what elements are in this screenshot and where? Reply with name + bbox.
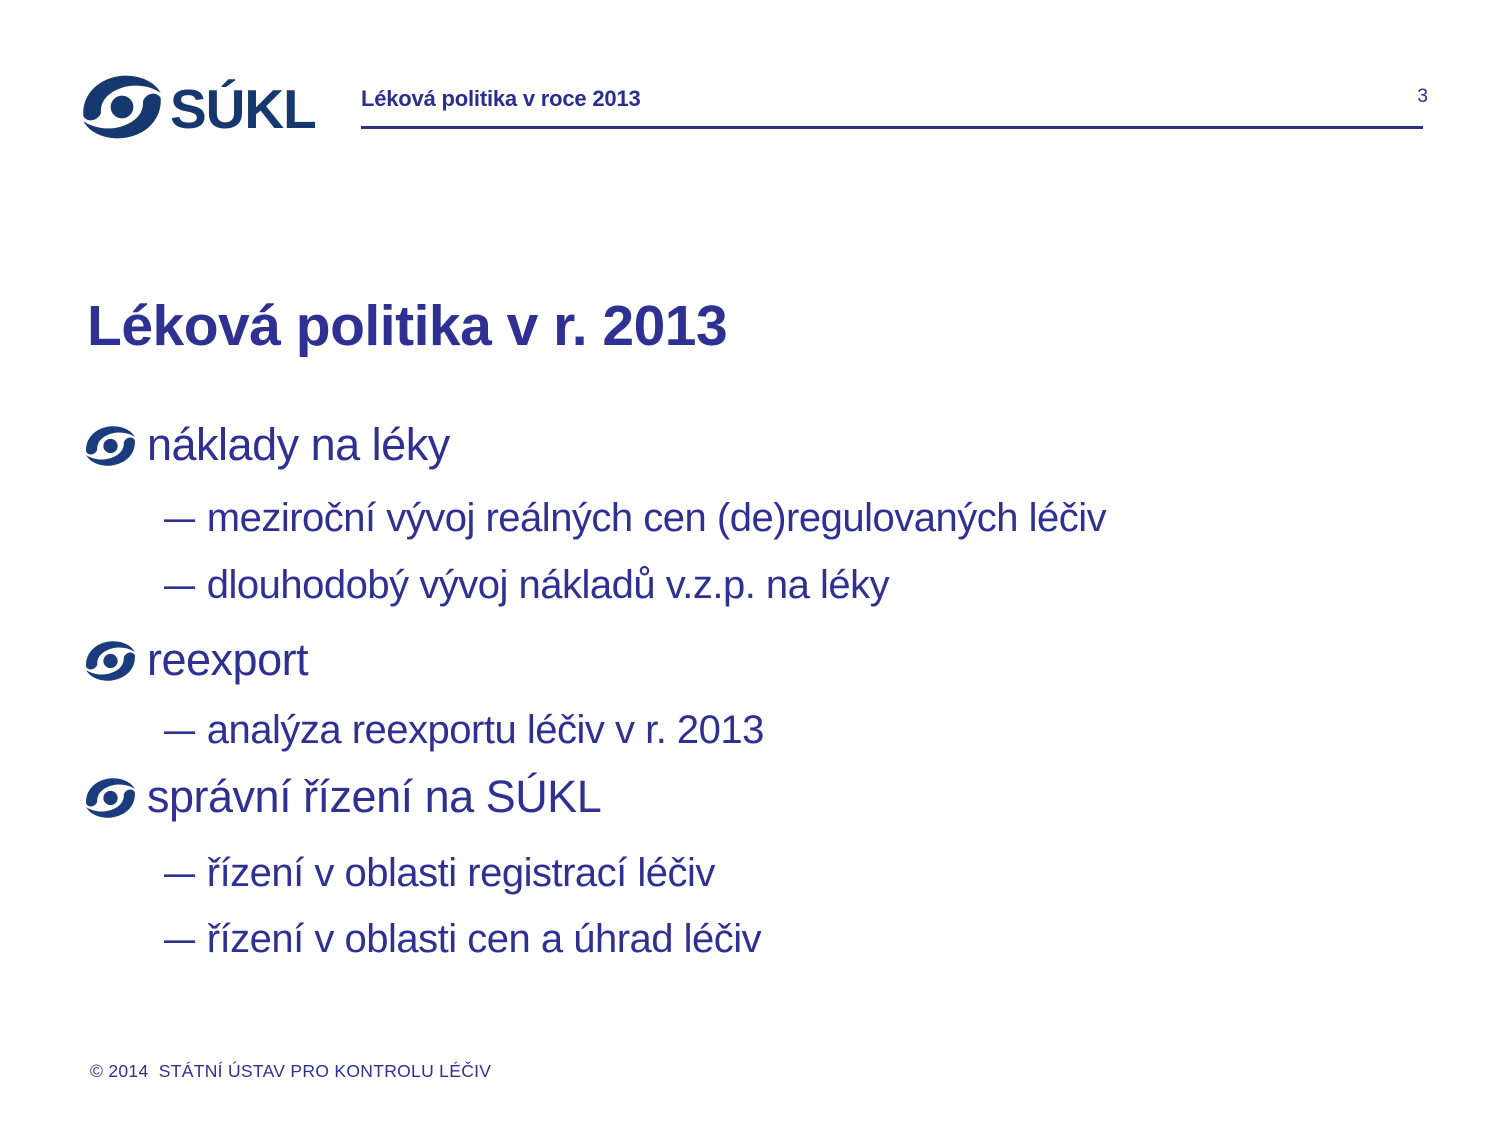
bullet-label: náklady na léky [147,419,450,470]
slide-title: Léková politika v r. 2013 [87,294,728,358]
page-number: 3 [1417,86,1428,107]
dash-bullet-icon: – [164,563,195,607]
sub-bullet-label: meziroční vývoj reálných cen (de)regulovaných léčiv [206,496,1107,540]
sub-bullet-label: řízení v oblasti cen a úhrad léčiv [206,917,762,961]
sukl-logo-wordmark: SÚKL [170,78,316,140]
sub-bullet-item [164,706,764,754]
header-title: Léková politika v roce 2013 [361,86,641,111]
bullet-item [84,770,601,824]
bullet-label: reexport [147,634,309,685]
dash-bullet-icon: – [164,708,195,752]
sub-bullet-label: analýza reexportu léčiv v r. 2013 [206,708,764,752]
sub-bullet-item [164,561,889,609]
sub-bullet-item [164,915,761,963]
sub-bullet-label: řízení v oblasti registrací léčiv [206,851,715,895]
bullet-item [84,633,308,687]
bullet-label: správní řízení na SÚKL [147,771,602,822]
sub-bullet-item [164,849,715,897]
dash-bullet-icon: – [164,496,195,540]
sub-bullet-item [164,494,1106,542]
header-divider [361,126,1423,129]
copyright-footer: © 2014 STÁTNÍ ÚSTAV PRO KONTROLU LÉČIV [90,1061,492,1081]
dash-bullet-icon: – [164,917,195,961]
sukl-eye-bullet-icon [84,777,137,819]
sukl-eye-bullet-icon [84,640,137,682]
sukl-eye-icon [80,74,164,140]
sub-bullet-label: dlouhodobý vývoj nákladů v.z.p. na léky [206,563,890,607]
bullet-item [84,418,450,472]
sukl-eye-bullet-icon [84,425,137,467]
dash-bullet-icon: – [164,851,195,895]
